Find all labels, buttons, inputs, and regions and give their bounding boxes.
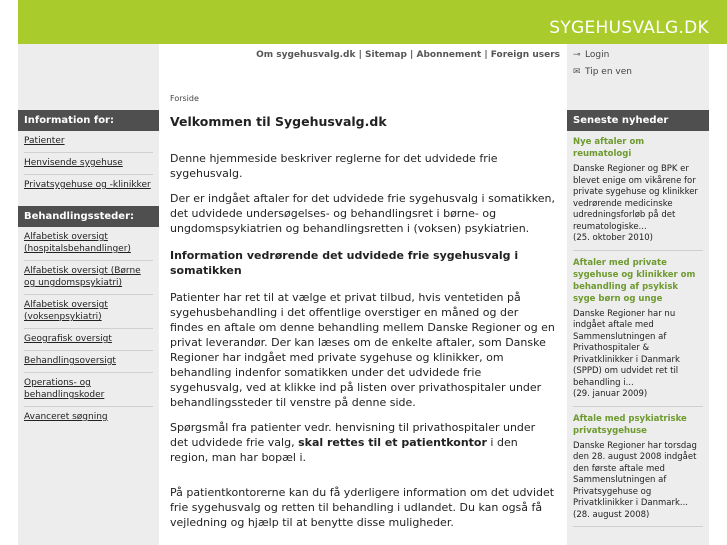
sidebar-item-private-hospitals[interactable]: Privatsygehuse og -klinikker	[24, 180, 151, 190]
page-title: Velkommen til Sygehusvalg.dk	[170, 114, 387, 129]
site-logo[interactable]: SYGEHUSVALG.DK	[549, 18, 709, 38]
questions-paragraph	[170, 420, 555, 465]
sidebar-item-geographic[interactable]: Geografisk oversigt	[24, 329, 153, 351]
questions-text-bold: skal rettes til et patientkontor	[298, 436, 487, 449]
questions-text-end: i den region, man har bopæl i.	[170, 436, 518, 464]
questions-text-start: Spørgsmål fra patienter vedr. henvisning til privathospitaler under det udvidede frie valg,	[170, 421, 536, 449]
news-date: (28. august 2008)	[573, 509, 650, 520]
news-date: (29. januar 2009)	[573, 389, 648, 399]
news-title[interactable]: Aftaler med private sygehuse og klinikker om behandling af psykisk syge børn og unge	[573, 257, 696, 304]
news-heading: Seneste nyheder	[567, 110, 709, 131]
sidebar-item-referring-hospitals[interactable]: Henvisende sygehuse	[24, 153, 153, 175]
top-link-subscribe[interactable]: Abonnement	[416, 50, 482, 60]
sidebar-item-alpha-adult-psych[interactable]: Alfabetisk oversigt (voksenpsykiatri)	[24, 295, 153, 329]
top-link-sitemap[interactable]: Sitemap	[365, 50, 407, 60]
spacer	[170, 475, 555, 485]
envelope-icon: ✉	[573, 67, 581, 77]
top-link-foreign-users[interactable]: Foreign users	[490, 50, 560, 60]
news-title[interactable]: Nye aftaler om reumatologi	[573, 137, 645, 159]
patient-rights-paragraph: Patienter har ret til at vælge et privat tilbud, hvis ventetiden på sygehusbehandling i det offentlige overstiger en måned og der findes en aftale om denne behandling mellem Danske Regioner og en privat leverandør. Der kan læses om de enkelte aftaler, som Danske Regioner har indgået med private sygehuse og klinikker, om behandling indenfor somatikken under det udvidede frie sygehusvalg, ved at klikke ind på listen over privathospitaler under behandlingssteder til venstre på denne side.	[170, 291, 555, 409]
top-links: Om sygehusvalg.dk | Sitemap | Abonnement | Foreign users	[256, 50, 560, 60]
patient-office-paragraph: På patientkontorerne kan du få yderligere information om det udvidet frie sygehusvalg og retten til behandling i udlandet. Du kan også få vejledning og hjælp til at benytte disse muligheder.	[170, 486, 555, 529]
sidebar-info-section	[18, 110, 159, 196]
sidebar-item-alpha-child-psych[interactable]: Alfabetisk oversigt (Børne og ungdomspsykiatri)	[24, 261, 153, 295]
news-list	[567, 130, 709, 527]
news-text: Danske Regioner og BPK er blevet enige om vikårene for private sygehuse og klinikker vedrørende medicinske udredningsforløb på det reumatologiske...	[573, 164, 698, 232]
sidebar-places-heading: Behandlingssteder:	[18, 206, 159, 227]
sidebar-item-alpha-hospital[interactable]: Alfabetisk oversigt (hospitalsbehandlinger)	[24, 227, 153, 261]
news-date: (25. oktober 2010)	[573, 233, 653, 243]
sidebar-places-section	[18, 206, 159, 428]
top-link-about[interactable]: Om sygehusvalg.dk	[256, 50, 356, 60]
sidebar-item-operation-codes[interactable]: Operations- og behandlingskoder	[24, 373, 153, 407]
breadcrumb[interactable]: Forside	[170, 94, 199, 103]
news-item	[573, 251, 703, 407]
tip-friend-link[interactable]	[573, 67, 632, 77]
sidebar-item-patients[interactable]: Patienter	[24, 131, 153, 153]
tip-friend-label: Tip en ven	[585, 67, 632, 77]
user-links	[573, 50, 632, 84]
main-content	[170, 114, 555, 540]
sidebar-item-advanced-search[interactable]: Avanceret søgning	[24, 412, 108, 422]
news-text: Danske Regioner har nu indgået aftale med Sammenslutningen af Privathospitaler & Privatklinikker i Danmark (SPPD) om udvidet ret til behandling i...	[573, 308, 680, 388]
key-icon: ⊸	[573, 50, 581, 60]
news-text: Danske Regioner har torsdag den 28. august 2008 indgået den første aftale med Sammenslutningen af Privatsygehuse og Privatklinikker i Danmark...	[573, 440, 697, 508]
login-link[interactable]	[573, 50, 632, 60]
news-item	[573, 130, 703, 251]
sidebar-info-heading: Information for:	[18, 110, 159, 131]
agreements-paragraph: Der er indgået aftaler for det udvidede frie sygehusvalg i somatikken, det udvidede undersøgelses- og behandlingsret i børne- og ungdomspsykiatrien og behandlingsretten i (voksen) psykiatrien.	[170, 192, 555, 235]
intro-paragraph: Denne hjemmeside beskriver reglerne for det udvidede frie sygehusvalg.	[170, 152, 498, 180]
news-item	[573, 407, 703, 528]
news-title[interactable]: Aftale med psykiatriske privatsygehuse	[573, 413, 687, 436]
login-label: Login	[585, 50, 610, 60]
news-heading-wrap	[567, 110, 709, 131]
header-bar	[18, 0, 727, 44]
sidebar-item-treatment-overview[interactable]: Behandlingsoversigt	[24, 351, 153, 373]
somatic-subheading: Information vedrørende det udvidede frie sygehusvalg i somatikken	[170, 249, 519, 277]
